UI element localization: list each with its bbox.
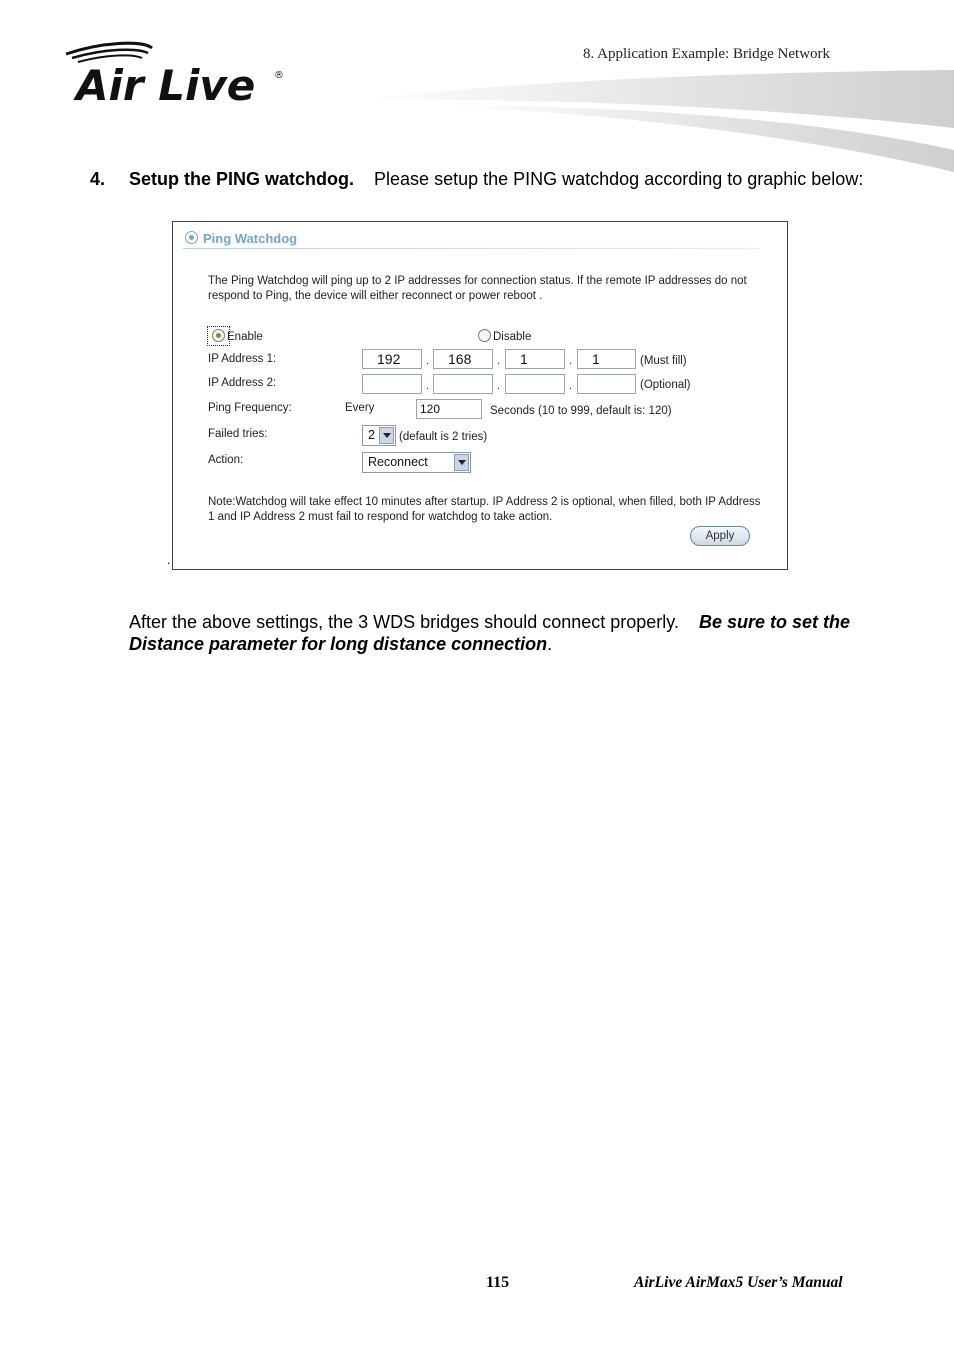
action-value: Reconnect	[368, 455, 428, 469]
enable-label: Enable	[227, 331, 263, 343]
distance-warning: Be sure to set the Distance parameter for long distance connection	[129, 612, 851, 654]
manual-title: AirLive AirMax5 User’s Manual	[634, 1274, 843, 1291]
failed-tries-label: Failed tries:	[208, 428, 268, 440]
ip1-octet-4[interactable]: 1	[577, 349, 636, 369]
page-number: 115	[486, 1274, 510, 1291]
ip-dot: .	[426, 355, 430, 367]
description: The Ping Watchdog will ping up to 2 IP addresses for connection status. If the remote IP addresses do not respond to Ping, the device will either reconnect or power reboot .	[208, 275, 747, 302]
ip-dot: .	[426, 380, 430, 392]
section-title-text: Ping Watchdog	[203, 231, 298, 246]
ip2-octet-2[interactable]	[433, 374, 493, 394]
ip2-octet-4[interactable]	[577, 374, 636, 394]
after-paragraph	[129, 611, 869, 655]
after-text: After the above settings, the 3 WDS bridges should connect properly.	[129, 612, 679, 632]
title-divider	[183, 248, 759, 249]
chevron-down-icon[interactable]	[379, 427, 394, 444]
action-select[interactable]	[362, 452, 471, 473]
svg-text:®: ®	[274, 70, 284, 81]
ping-frequency-hint: Seconds (10 to 999, default is: 120)	[490, 405, 672, 417]
failed-tries-hint: (default is 2 tries)	[399, 431, 488, 443]
ip1-note: (Must fill)	[640, 355, 687, 367]
enable-option[interactable]	[212, 329, 263, 343]
ip1-octet-2[interactable]: 168	[433, 349, 493, 369]
chapter-title: 8. Application Example: Bridge Network	[583, 46, 831, 62]
ip1-label: IP Address 1:	[208, 353, 277, 365]
action-label: Action:	[208, 454, 244, 466]
ping-frequency-input[interactable]: 120	[416, 399, 482, 419]
ip-dot: .	[497, 355, 501, 367]
ip1-octet-1[interactable]: 192	[362, 349, 422, 369]
step-text: Please setup the PING watchdog according to graphic below:	[374, 169, 864, 189]
step-number: 4.	[90, 169, 106, 189]
apply-button[interactable]: Apply	[690, 526, 750, 546]
after-end: .	[547, 634, 553, 654]
disable-radio[interactable]	[478, 329, 491, 342]
chevron-down-icon[interactable]	[454, 454, 469, 471]
bullet-circle-icon	[185, 231, 198, 244]
disable-label: Disable	[493, 331, 532, 343]
ip2-label: IP Address 2:	[208, 377, 277, 389]
ip-dot: .	[569, 380, 573, 392]
ip2-note: (Optional)	[640, 379, 691, 391]
step-body	[129, 168, 869, 190]
section-title	[185, 231, 297, 246]
ip2-octet-1[interactable]	[362, 374, 422, 394]
failed-tries-select[interactable]	[362, 425, 396, 446]
ping-frequency-label: Ping Frequency:	[208, 402, 292, 414]
ip1-octet-3[interactable]: 1	[505, 349, 565, 369]
ip-dot: .	[497, 380, 501, 392]
watchdog-note: Note:Watchdog will take effect 10 minutes after startup. IP Address 2 is optional, when filled, both IP Address 1 and IP Address 2 must fail to respond for watchdog to take action.	[208, 496, 761, 523]
every-label: Every	[345, 402, 375, 414]
ip2-octet-3[interactable]	[505, 374, 565, 394]
ping-watchdog-screenshot	[172, 221, 788, 570]
stray-mark: .	[167, 553, 171, 567]
step-title: Setup the PING watchdog.	[129, 169, 355, 189]
disable-option[interactable]	[478, 329, 531, 343]
enable-radio[interactable]	[212, 329, 225, 342]
svg-text:Air Live: Air Live	[76, 61, 256, 106]
ip-dot: .	[569, 355, 573, 367]
airlive-logo	[62, 40, 292, 106]
failed-tries-value: 2	[368, 428, 375, 442]
